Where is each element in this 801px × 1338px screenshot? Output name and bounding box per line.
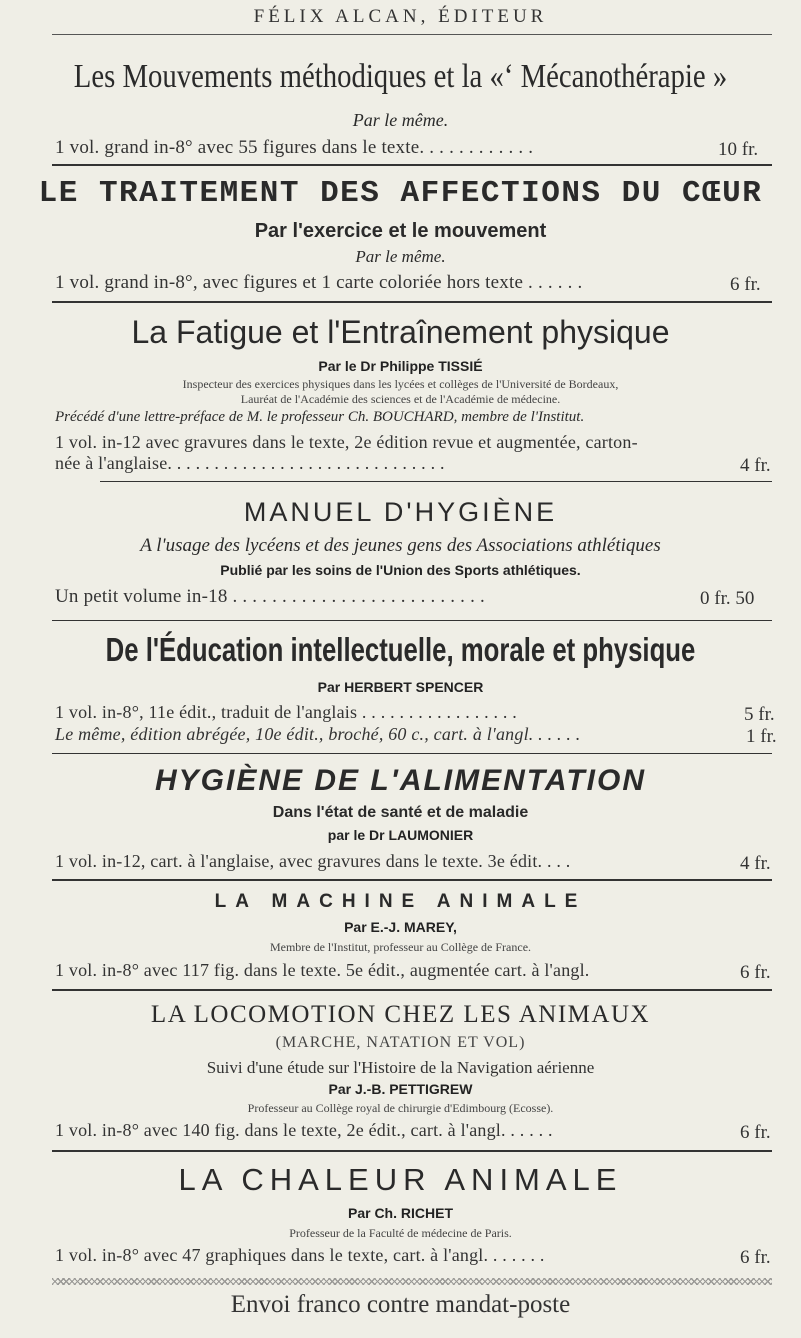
entry-3-details-2: née à l'anglaise. . . . . . . . . . . . . . . . . . . . . . . . . . . . . . (55, 453, 445, 473)
entry-6-subtitle: Dans l'état de santé et de maladie (272, 804, 529, 821)
entry-7-details: 1 vol. in-8° avec 117 fig. dans le texte. 5e édit., augmentée cart. à l'angl. (55, 960, 590, 980)
entry-2-subtitle: Par l'exercice et le mouvement (254, 220, 547, 242)
entry-9-details: 1 vol. in-8° avec 47 graphiques dans le texte, cart. à l'angl. . . . . . . (55, 1245, 545, 1265)
entry-3-title: La Fatigue et l'Entraînement physique (131, 314, 670, 350)
rule-7 (52, 989, 772, 991)
entry-2-price: 6 fr. (730, 274, 761, 295)
entry-1-author: Par le même. (352, 110, 449, 130)
entry-3-note-2: Lauréat de l'Académie des sciences et de l'Académie de médecine. (240, 392, 561, 406)
entry-4-title: MANUEL D'HYGIÈNE (243, 497, 558, 527)
entry-2-details: 1 vol. grand in-8°, avec figures et 1 carte coloriée hors texte . . . . . . (55, 272, 583, 293)
entry-4-details: Un petit volume in-18 . . . . . . . . . . . . . . . . . . . . . . . . . . (55, 586, 485, 607)
entry-1-price: 10 fr. (718, 139, 759, 160)
entry-6-title: HYGIÈNE DE L'ALIMENTATION (154, 764, 647, 797)
entry-5-author: Par HERBERT SPENCER (317, 679, 484, 695)
rule-3 (100, 481, 772, 482)
entry-6-author: par le Dr LAUMONIER (327, 827, 474, 843)
entry-5-price-2: 1 fr. (746, 726, 777, 747)
entry-7-author: Par E.-J. MAREY, (344, 919, 457, 935)
entry-3-preface: Précédé d'une lettre-préface de M. le professeur Ch. BOUCHARD, membre de l'Institut. (55, 409, 585, 425)
entry-8-subtitle: (MARCHE, NATATION ET VOL) (275, 1034, 526, 1051)
entry-7-price: 6 fr. (740, 962, 771, 983)
entry-3-note-1: Inspecteur des exercices physiques dans les lycées et collèges de l'Université de Bordeaux, (182, 377, 619, 391)
entry-5-price-1: 5 fr. (744, 704, 775, 725)
entry-6-price: 4 fr. (740, 853, 771, 874)
entry-6-details: 1 vol. in-12, cart. à l'anglaise, avec gravures dans le texte. 3e édit. . . . (55, 851, 571, 871)
entry-8-title: LA LOCOMOTION CHEZ LES ANIMAUX (150, 1001, 651, 1028)
entry-5-details-2: Le même, édition abrégée, 10e édit., broché, 60 c., cart. à l'angl. . . . . . (55, 724, 581, 744)
entry-2-author: Par le même. (355, 247, 446, 266)
wavy-rule (52, 1278, 772, 1285)
rule-2 (52, 301, 772, 303)
entry-3-author: Par le Dr Philippe TISSIÉ (318, 358, 483, 374)
footer-note: Envoi franco contre mandat-poste (230, 1291, 571, 1318)
entry-9-note: Professeur de la Faculté de médecine de Paris. (289, 1226, 512, 1240)
entry-7-title: LA MACHINE ANIMALE (214, 891, 587, 912)
entry-5-title: De l'Éducation intellectuelle, morale et physique (105, 631, 696, 668)
header-rule (52, 34, 772, 35)
entry-8-note: Professeur au Collège royal de chirurgie d'Edimbourg (Ecosse). (247, 1101, 554, 1115)
entry-8-details: 1 vol. in-8° avec 140 fig. dans le texte, 2e édit., cart. à l'angl. . . . . . (55, 1120, 553, 1140)
entry-3-price: 4 fr. (740, 455, 771, 476)
rule-1 (52, 164, 772, 166)
entry-4-subtitle: A l'usage des lycéens et des jeunes gens des Associations athlétiques (140, 535, 661, 556)
entry-9-author: Par Ch. RICHET (347, 1205, 453, 1221)
entry-8-subtitle-2: Suivi d'une étude sur l'Histoire de la Navigation aérienne (206, 1058, 595, 1077)
entry-8-author: Par J.-B. PETTIGREW (328, 1081, 473, 1097)
entry-4-author: Publié par les soins de l'Union des Sports athlétiques. (220, 562, 581, 578)
entry-5-details-1: 1 vol. in-8°, 11e édit., traduit de l'anglais . . . . . . . . . . . . . . . . . (55, 702, 518, 722)
rule-5 (52, 753, 772, 754)
entry-4-price: 0 fr. 50 (700, 588, 755, 609)
rule-8 (52, 1150, 772, 1152)
entry-7-note: Membre de l'Institut, professeur au Collège de France. (269, 940, 532, 954)
entry-9-title: LA CHALEUR ANIMALE (178, 1162, 623, 1197)
entry-1-details: 1 vol. grand in-8° avec 55 figures dans le texte. . . . . . . . . . . . (55, 137, 534, 158)
rule-6 (52, 879, 772, 881)
entry-8-price: 6 fr. (740, 1122, 771, 1143)
entry-3-details-1: 1 vol. in-12 avec gravures dans le texte, 2e édition revue et augmentée, carton- (55, 432, 638, 452)
entry-1-title: Les Mouvements méthodiques et la «‘ Mécanothérapie » (73, 58, 728, 95)
publisher-header: FÉLIX ALCAN, ÉDITEUR (253, 6, 548, 27)
entry-9-price: 6 fr. (740, 1247, 771, 1268)
rule-4 (52, 620, 772, 621)
entry-2-title: LE TRAITEMENT DES AFFECTIONS DU CŒUR (38, 176, 763, 211)
